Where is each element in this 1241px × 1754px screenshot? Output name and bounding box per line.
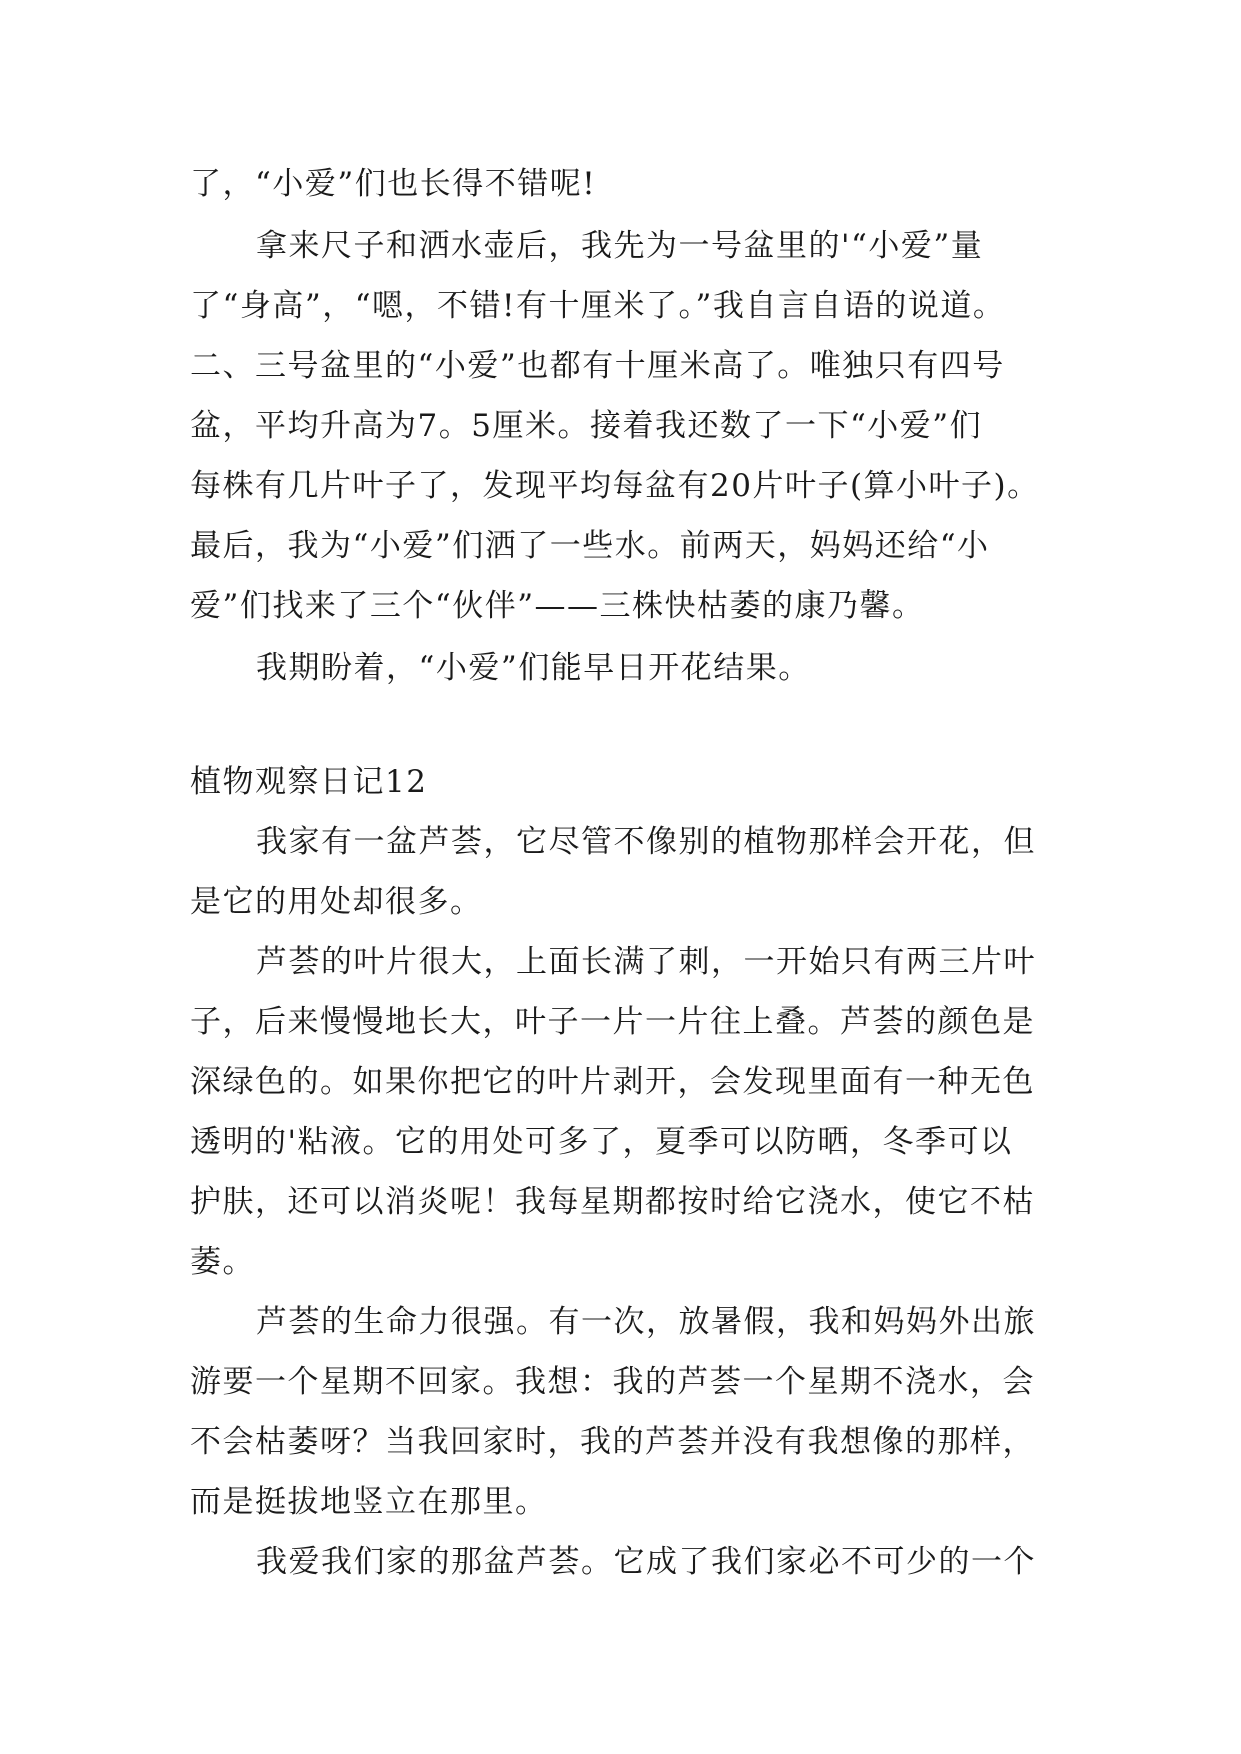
text-line: 芦荟的叶片很大，上面长满了刺，一开始只有两三片叶	[256, 944, 1036, 980]
text-line: 了，“小爱”们也长得不错呢!	[190, 166, 597, 202]
text-line: 爱”们找来了三个“伙伴”——三株快枯萎的康乃馨。	[190, 588, 925, 624]
text-line: 最后，我为“小爱”们洒了一些水。前两天，妈妈还给“小	[190, 528, 990, 564]
section-heading: 植物观察日记12	[190, 764, 428, 800]
text-line: 深绿色的。如果你把它的叶片剥开，会发现里面有一种无色	[190, 1064, 1035, 1100]
text-line: 透明的'粘液。它的用处可多了，夏季可以防晒，冬季可以	[190, 1124, 1013, 1160]
text-line: 萎。	[190, 1244, 255, 1280]
text-line: 每株有几片叶子了，发现平均每盆有20片叶子(算小叶子)。	[190, 468, 1040, 504]
text-line: 拿来尺子和洒水壶后，我先为一号盆里的'“小爱”量	[256, 228, 984, 264]
text-line: 而是挺拔地竖立在那里。	[190, 1484, 548, 1520]
text-line: 盆，平均升高为7。5厘米。接着我还数了一下“小爱”们	[190, 408, 983, 444]
text-line: 我期盼着，“小爱”们能早日开花结果。	[256, 650, 811, 686]
text-line: 护肤，还可以消炎呢！我每星期都按时给它浇水，使它不枯	[190, 1184, 1035, 1220]
text-line: 不会枯萎呀？当我回家时，我的芦荟并没有我想像的那样，	[190, 1424, 1035, 1460]
text-line: 我家有一盆芦荟，它尽管不像别的植物那样会开花，但	[256, 824, 1036, 860]
text-line: 子，后来慢慢地长大，叶子一片一片往上叠。芦荟的颜色是	[190, 1004, 1035, 1040]
text-line: 芦荟的生命力很强。有一次，放暑假，我和妈妈外出旅	[256, 1304, 1036, 1340]
text-line: 是它的用处却很多。	[190, 884, 483, 920]
text-line: 我爱我们家的那盆芦荟。它成了我们家必不可少的一个	[256, 1544, 1036, 1580]
text-line: 二、三号盆里的“小爱”也都有十厘米高了。唯独只有四号	[190, 348, 1005, 384]
text-line: 游要一个星期不回家。我想：我的芦荟一个星期不浇水，会	[190, 1364, 1035, 1400]
text-line: 了“身高”，“嗯，不错!有十厘米了。”我自言自语的说道。	[190, 288, 1006, 324]
